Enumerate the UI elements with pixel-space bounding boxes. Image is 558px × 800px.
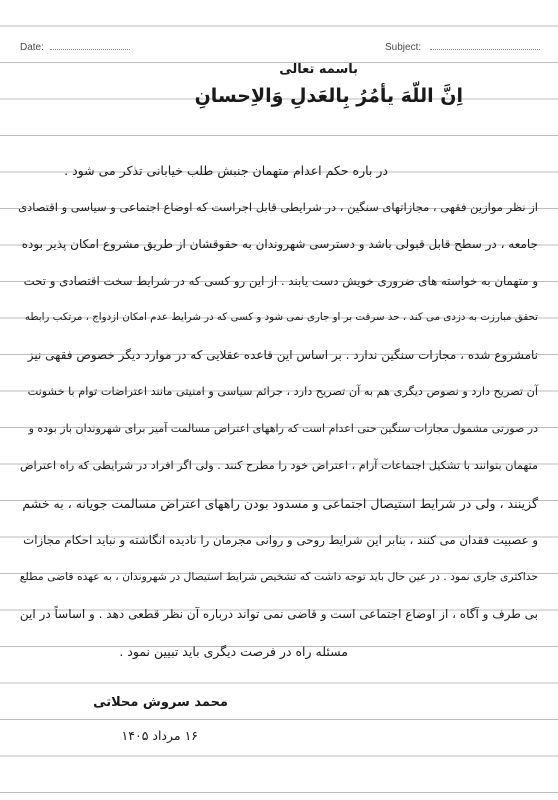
body-line: متهمان بتوانند با تشکیل اجتماعات آرام ، اعتراض خود را مطرح کنند . ولی اگر افراد در شرایطی که راه اعتراض [19,459,538,472]
body-line: مسئله راه در فرصت دیگری باید تبیین نمود . [119,644,348,659]
date-label: Date: [20,42,44,53]
body-line: گزینند ، ولی در شرایط استیصال اجتماعی و مسدود بودن راههای اعتراض مسالمت جویانه ، به خشم [22,496,538,511]
handwritten-date: ۱۶ مرداد ۱۴۰۵ [121,728,198,743]
subject-dotted-line [430,49,540,50]
body-line: از نظر موازین فقهی ، مجازاتهای سنگین ، در شرایطی قابل اجراست که اوضاع اجتماعی و سیاسی و اقتصادی [18,200,538,214]
body-line: بی طرف و آگاه ، از اوضاع اجتماعی است و قاضی نمی تواند درباره آن نظر قطعی دهد . و اساساً در این [19,607,538,621]
body-line: آن تصریح دارد و نصوص دیگری هم به آن تصریح دارد ، جرائم سیاسی و امنیتی مانند اعتراضات توام با خشونت [27,385,538,398]
page-header [0,38,558,60]
body-line: در صورتی مشمول مجازات سنگین حتی اعدام است که راههای اعتراض مسالمت آمیز برای شهروندان باز بوده و [28,422,538,435]
body-line: حداکثری جاری نمود . در عین حال باید توجه داشت که تشخیص شرایط استیصال در شهروندان ، به عهده قاضی مطلع [19,570,538,583]
subject-label: Subject: [385,42,422,53]
signature: محمد سروش محلاتی [93,695,228,710]
body-line: و عصبیت فقدان می کنند ، بنابر این شرایط روحی و روانی مجرمان را نادیده انگاشته و نباید احکام مجازات [23,533,538,547]
body-line: نامشروع شده ، مجازات سنگین ندارد . بر اساس این قاعده عقلایی که در موارد دیگر خصوص فقهی نیز [27,348,538,362]
body-line: و متهمان به خواسته های ضروری خویش دست یابند . از این رو کسی که در شرایط سخت اقتصادی و تحت [23,274,538,288]
body-line: جامعه ، در سطح قابل قبولی باشد و دسترسی شهروندان به حقوقشان از طریق مشروع امکان پذیر بوده [21,237,538,251]
date-dotted-line [50,49,130,50]
invocation-heading: باسمه تعالی [279,62,358,77]
body-line: تحقق مبارزت به دزدی می کند ، حد سرقت بر او جاری نمی شود و کسی که در شرایط عدم امکان ازدواج ، مرتکب رابطه [24,311,538,323]
quran-verse-heading: اِنَّ اللّهَ یأمُرُ بِالعَدلِ وَالاِحسانِ [194,85,463,107]
body-line: در باره حکم اعدام متهمان جنبش طلب خیابانی تذکر می شود . [64,163,388,178]
